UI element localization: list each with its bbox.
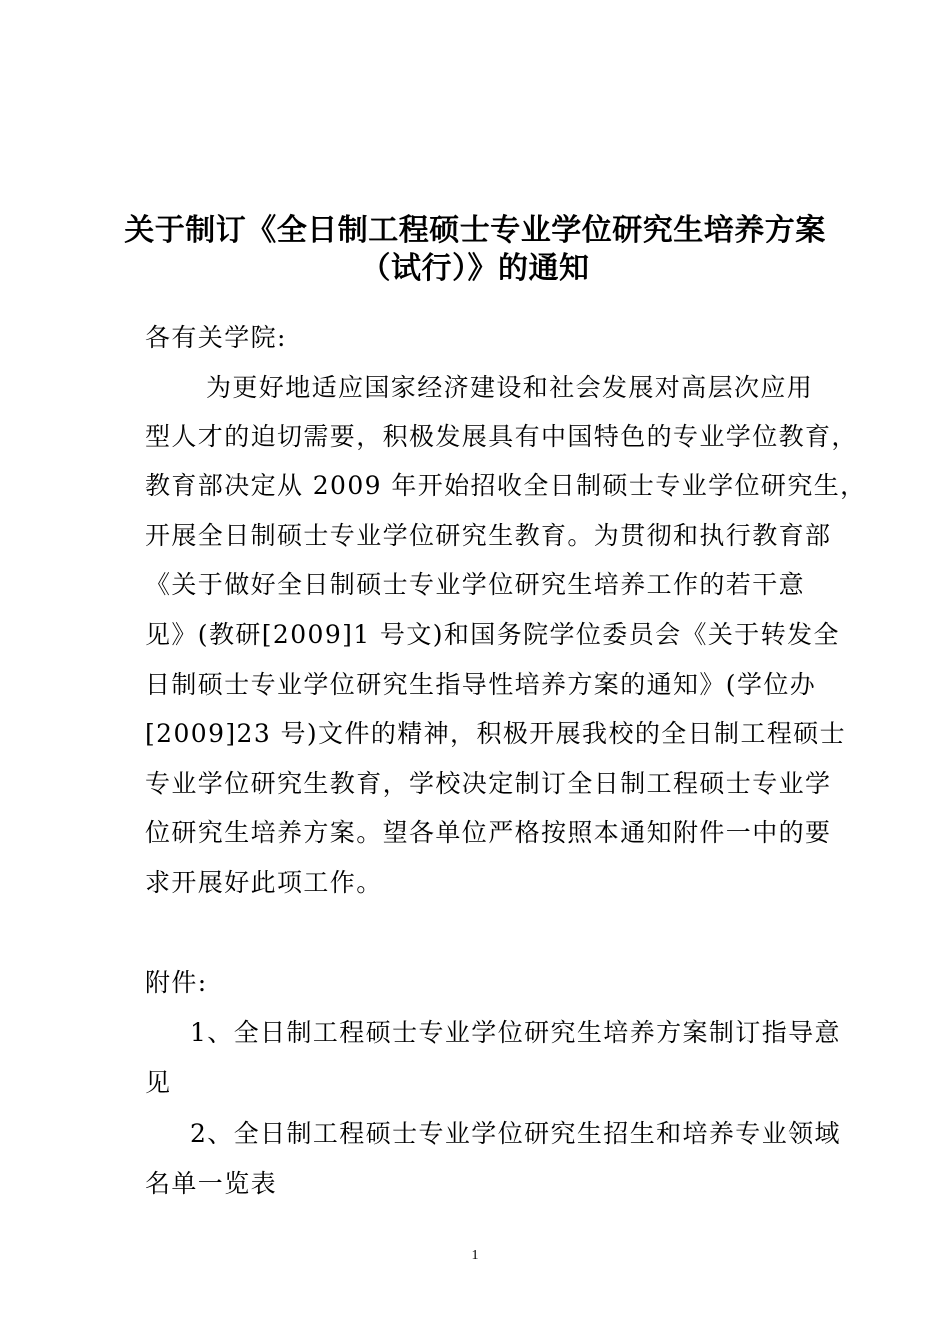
body-line: 开展全日制硕士专业学位研究生教育。为贯彻和执行教育部 xyxy=(145,521,832,550)
page-number: 1 xyxy=(471,1248,479,1263)
document-title-line-1: 关于制订《全日制工程硕士专业学位研究生培养方案 xyxy=(124,213,826,248)
body-line: 专业学位研究生教育，学校决定制订全日制工程硕士专业学 xyxy=(145,769,832,798)
attachment-item-1-cont: 见 xyxy=(145,1068,172,1097)
salutation: 各有关学院: xyxy=(145,323,287,352)
body-line: 型人才的迫切需要，积极发展具有中国特色的专业学位教育， xyxy=(145,422,858,451)
body-line: 见》(教研[2009]1 号文)和国务院学位委员会《关于转发全 xyxy=(145,620,840,649)
body-line: 为更好地适应国家经济建设和社会发展对高层次应用 xyxy=(206,373,814,402)
attachment-item-2-cont: 名单一览表 xyxy=(145,1169,278,1198)
attachment-item-1: 1、全日制工程硕士专业学位研究生培养方案制订指导意 xyxy=(190,1018,841,1047)
attachment-item-2: 2、全日制工程硕士专业学位研究生招生和培养专业领域 xyxy=(190,1119,841,1148)
document-title-line-2: （试行）》的通知 xyxy=(360,251,590,286)
body-line: 日制硕士专业学位研究生指导性培养方案的通知》(学位办 xyxy=(145,670,817,699)
body-line: [2009]23 号)文件的精神，积极开展我校的全日制工程硕士 xyxy=(145,719,847,748)
body-line: 求开展好此项工作。 xyxy=(145,868,383,897)
body-line: 教育部决定从 2009 年开始招收全日制硕士专业学位研究生， xyxy=(145,471,867,500)
body-line: 《关于做好全日制硕士专业学位研究生培养工作的若干意 xyxy=(145,570,806,599)
attachments-label: 附件: xyxy=(145,968,208,997)
body-line: 位研究生培养方案。望各单位严格按照本通知附件一中的要 xyxy=(145,818,832,847)
